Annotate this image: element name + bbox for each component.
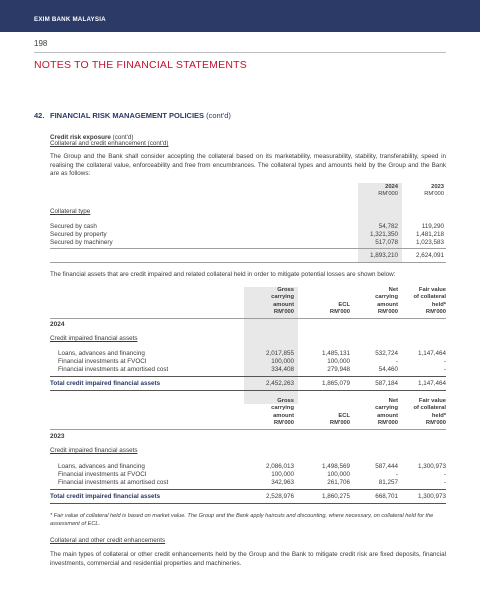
table-cell: 342,963 <box>271 479 294 486</box>
table-row-label: Secured by property <box>50 231 107 238</box>
col-2023-unit: RM'000 <box>424 191 444 197</box>
brand-name: EXIM BANK MALAYSIA <box>34 16 106 23</box>
impaired-intro: The financial assets that are credit impaired and related collateral held in order to mitigate potential losses are shown below: <box>50 271 396 278</box>
table-cell: 1,321,350 <box>369 231 398 238</box>
total-cell: 2,452,263 <box>265 380 294 387</box>
table-cell: 334,408 <box>271 366 294 373</box>
table-cell: 1,147,464 <box>417 350 446 357</box>
table-row-label: Financial investments at FVOCI <box>58 358 147 365</box>
impaired-subtitle-2023: Credit impaired financial assets <box>50 447 138 454</box>
table-cell: 1,481,218 <box>415 231 444 238</box>
total-cell: 668,701 <box>375 493 398 500</box>
table-divider <box>50 489 446 490</box>
subheading-main: Credit risk exposure <box>50 134 111 141</box>
table-cell: 100,000 <box>271 358 294 365</box>
section-number: 42. <box>34 111 45 120</box>
header-fair-value: Fair value of collateral held* RM'000 <box>413 287 446 316</box>
table-divider <box>50 262 446 263</box>
year-2023-label: 2023 <box>50 433 65 440</box>
ecl-text: ECL RM'000 <box>329 301 350 316</box>
collateral-total-2024: 1,893,210 <box>369 252 398 259</box>
subsection-title: Collateral and credit enhancement (cont'd) <box>50 140 169 147</box>
table-divider <box>50 376 446 377</box>
header-net: Net carrying amount RM'000 <box>375 287 398 316</box>
ecl-text: ECL RM'000 <box>329 412 350 427</box>
other-enhancements-title: Collateral and other credit enhancements <box>50 537 166 544</box>
table-cell: 119,290 <box>421 223 444 230</box>
page-title: NOTES TO THE FINANCIAL STATEMENTS <box>34 59 247 71</box>
total-cell: 1,147,464 <box>417 380 446 387</box>
subheading-suffix: (cont'd) <box>110 134 134 141</box>
total-cell: 2,528,976 <box>265 493 294 500</box>
total-label-2024: Total credit impaired financial assets <box>50 380 161 387</box>
table-row-label: Loans, advances and financing <box>58 350 145 357</box>
total-label-2023: Total credit impaired financial assets <box>50 493 161 500</box>
table-row-label: Secured by cash <box>50 223 97 230</box>
section-title <box>50 111 231 120</box>
table-cell: 100,000 <box>327 471 350 478</box>
table-cell: 517,078 <box>375 239 398 246</box>
total-cell: 587,184 <box>375 380 398 387</box>
table-divider <box>50 503 446 504</box>
total-cell: 1,300,973 <box>417 493 446 500</box>
table-row-label: Loans, advances and financing <box>58 463 145 470</box>
table-divider <box>50 248 446 249</box>
table-cell: 2,017,855 <box>265 350 294 357</box>
table-row-label: Secured by machinery <box>50 239 113 246</box>
table-cell: - <box>443 471 446 478</box>
table-row-label: Financial investments at amortised cost <box>58 479 169 486</box>
table-cell: 54,782 <box>378 223 398 230</box>
table-cell: 100,000 <box>327 358 350 365</box>
table-divider <box>50 390 446 391</box>
table-cell: 81,257 <box>378 479 398 486</box>
total-cell: 1,865,079 <box>321 380 350 387</box>
table-row-label: Financial investments at amortised cost <box>58 366 169 373</box>
table-divider <box>50 318 446 319</box>
table-cell: 1,300,973 <box>417 463 446 470</box>
table-cell: - <box>443 366 446 373</box>
total-cell: 1,860,275 <box>321 493 350 500</box>
table-cell: - <box>443 479 446 486</box>
table-cell: 1,023,583 <box>415 239 444 246</box>
page-number: 198 <box>34 39 48 48</box>
table-cell: 261,706 <box>327 479 350 486</box>
col-2024-unit: RM'000 <box>378 191 398 197</box>
collateral-type-label: Collateral type <box>50 208 91 215</box>
table-cell: 2,086,013 <box>265 463 294 470</box>
table-cell: - <box>443 358 446 365</box>
collateral-paragraph: The Group and the Bank shall consider accepting the collateral based on its marketability, measurability, stability, transferability, speed in realising the collateral value, enforceability and free from encumbrances. The collateral types and amounts held by the Group and the Bank are as follows: <box>50 153 446 178</box>
table-cell: 54,460 <box>378 366 398 373</box>
header-fair-value: Fair value of collateral held* RM'000 <box>413 398 446 427</box>
table-divider <box>50 429 446 430</box>
table-cell: 100,000 <box>271 471 294 478</box>
table-cell: - <box>395 358 398 365</box>
col-2024: 2024 <box>385 184 398 190</box>
table-cell: 587,444 <box>375 463 398 470</box>
table-cell: 1,498,569 <box>321 463 350 470</box>
header-net: Net carrying amount RM'000 <box>375 398 398 427</box>
table-cell: 1,485,131 <box>321 350 350 357</box>
footnote: * Fair value of collateral held is based on market value. The Group and the Bank apply haircuts and discounting, where necessary, on collateral held for the assessment of ECL. <box>50 513 434 527</box>
table-row-label: Financial investments at FVOCI <box>58 471 147 478</box>
header-divider <box>34 52 446 53</box>
header-ecl <box>300 398 350 428</box>
header-gross: Gross carrying amount RM'000 <box>271 398 294 427</box>
col-2023: 2023 <box>431 184 444 190</box>
header-gross: Gross carrying amount RM'000 <box>271 287 294 316</box>
other-enhancements-paragraph: The main types of collateral or other credit enhancements held by the Group and the Bank to mitigate credit risk are fixed deposits, financial investments, commercial and residential properties and machineries. <box>50 551 446 567</box>
section-title-main: FINANCIAL RISK MANAGEMENT POLICIES <box>50 111 205 120</box>
table-cell: 532,724 <box>375 350 398 357</box>
table-cell: 279,948 <box>327 366 350 373</box>
collateral-total-2023: 2,624,091 <box>415 252 444 259</box>
impaired-subtitle-2024: Credit impaired financial assets <box>50 335 138 342</box>
year-2024-label: 2024 <box>50 321 65 328</box>
section-title-suffix: (cont'd) <box>204 111 231 120</box>
table-cell: - <box>395 471 398 478</box>
header-ecl <box>300 287 350 317</box>
